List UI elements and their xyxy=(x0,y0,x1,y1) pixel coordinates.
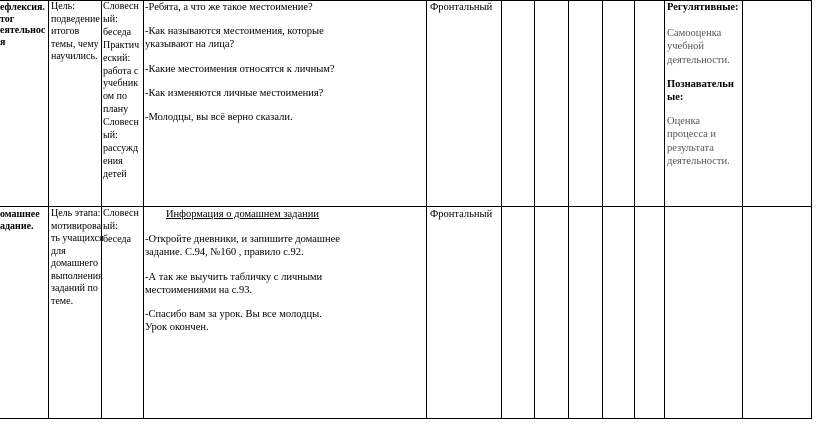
methods-cell: Словесн ый: беседа Практич eский: работа с учебник ом по плану Словесн ый: рассужд ения детей xyxy=(103,1,140,180)
col-divider xyxy=(48,0,49,419)
col-divider xyxy=(426,0,427,419)
teacher-line: -Как называются местоимения, которые указывают на лица? xyxy=(145,26,324,51)
goal-cell: Цель этапа: мотивирова ть учащихся для домашнего выполнения заданий по теме. xyxy=(51,208,104,307)
form-cell: Фронтальный xyxy=(430,209,493,220)
uud-heading: Регулятивные: xyxy=(667,2,739,13)
uud-text: Оценка процесса и результата деятельности. xyxy=(667,116,730,167)
uud-text: Самооценка учебной деятельности. xyxy=(667,28,730,66)
stage-cell: омашнее адание. xyxy=(0,209,40,232)
teacher-activity-cell xyxy=(145,208,340,345)
stage-cell: ефлексия. тог еятельнос я xyxy=(0,2,46,48)
teacher-activity-cell xyxy=(145,1,335,135)
uud-heading: Познавательные: xyxy=(667,78,734,104)
col-divider xyxy=(568,0,569,419)
col-divider xyxy=(501,0,502,419)
col-divider xyxy=(534,0,535,419)
teacher-line: -Ребята, а что же такое местоимение? xyxy=(145,2,313,13)
row-divider xyxy=(0,206,812,207)
table-border-right xyxy=(811,0,812,419)
col-divider xyxy=(602,0,603,419)
col-divider xyxy=(143,0,144,419)
methods-cell: Словесн ый: беседа xyxy=(103,208,139,245)
teacher-line: -Какие местоимения относятся к личным? xyxy=(145,63,335,75)
teacher-line: -Молодцы, вы всё верно сказали. xyxy=(145,112,293,124)
form-cell: Фронтальный xyxy=(430,2,493,13)
teacher-line: -А так же выучить табличку с личными местоимениями на с.93. xyxy=(145,271,323,296)
table-border-bottom xyxy=(0,418,812,419)
col-divider xyxy=(634,0,635,419)
homework-heading: Информация о домашнем задании xyxy=(165,209,320,220)
col-divider xyxy=(664,0,665,419)
goal-cell: Цель: подведение итогов темы, чему научились. xyxy=(51,1,100,62)
col-divider xyxy=(742,0,743,419)
teacher-line: -Откройте дневники, и запишите домашнее задание. С.94, №160 , правило с.92. xyxy=(145,234,340,259)
teacher-line: -Как изменяются личные местоимения? xyxy=(145,87,324,99)
teacher-line: -Спасибо вам за урок. Вы все молодцы. Урок окончен. xyxy=(145,309,322,334)
uud-cell xyxy=(667,1,741,179)
